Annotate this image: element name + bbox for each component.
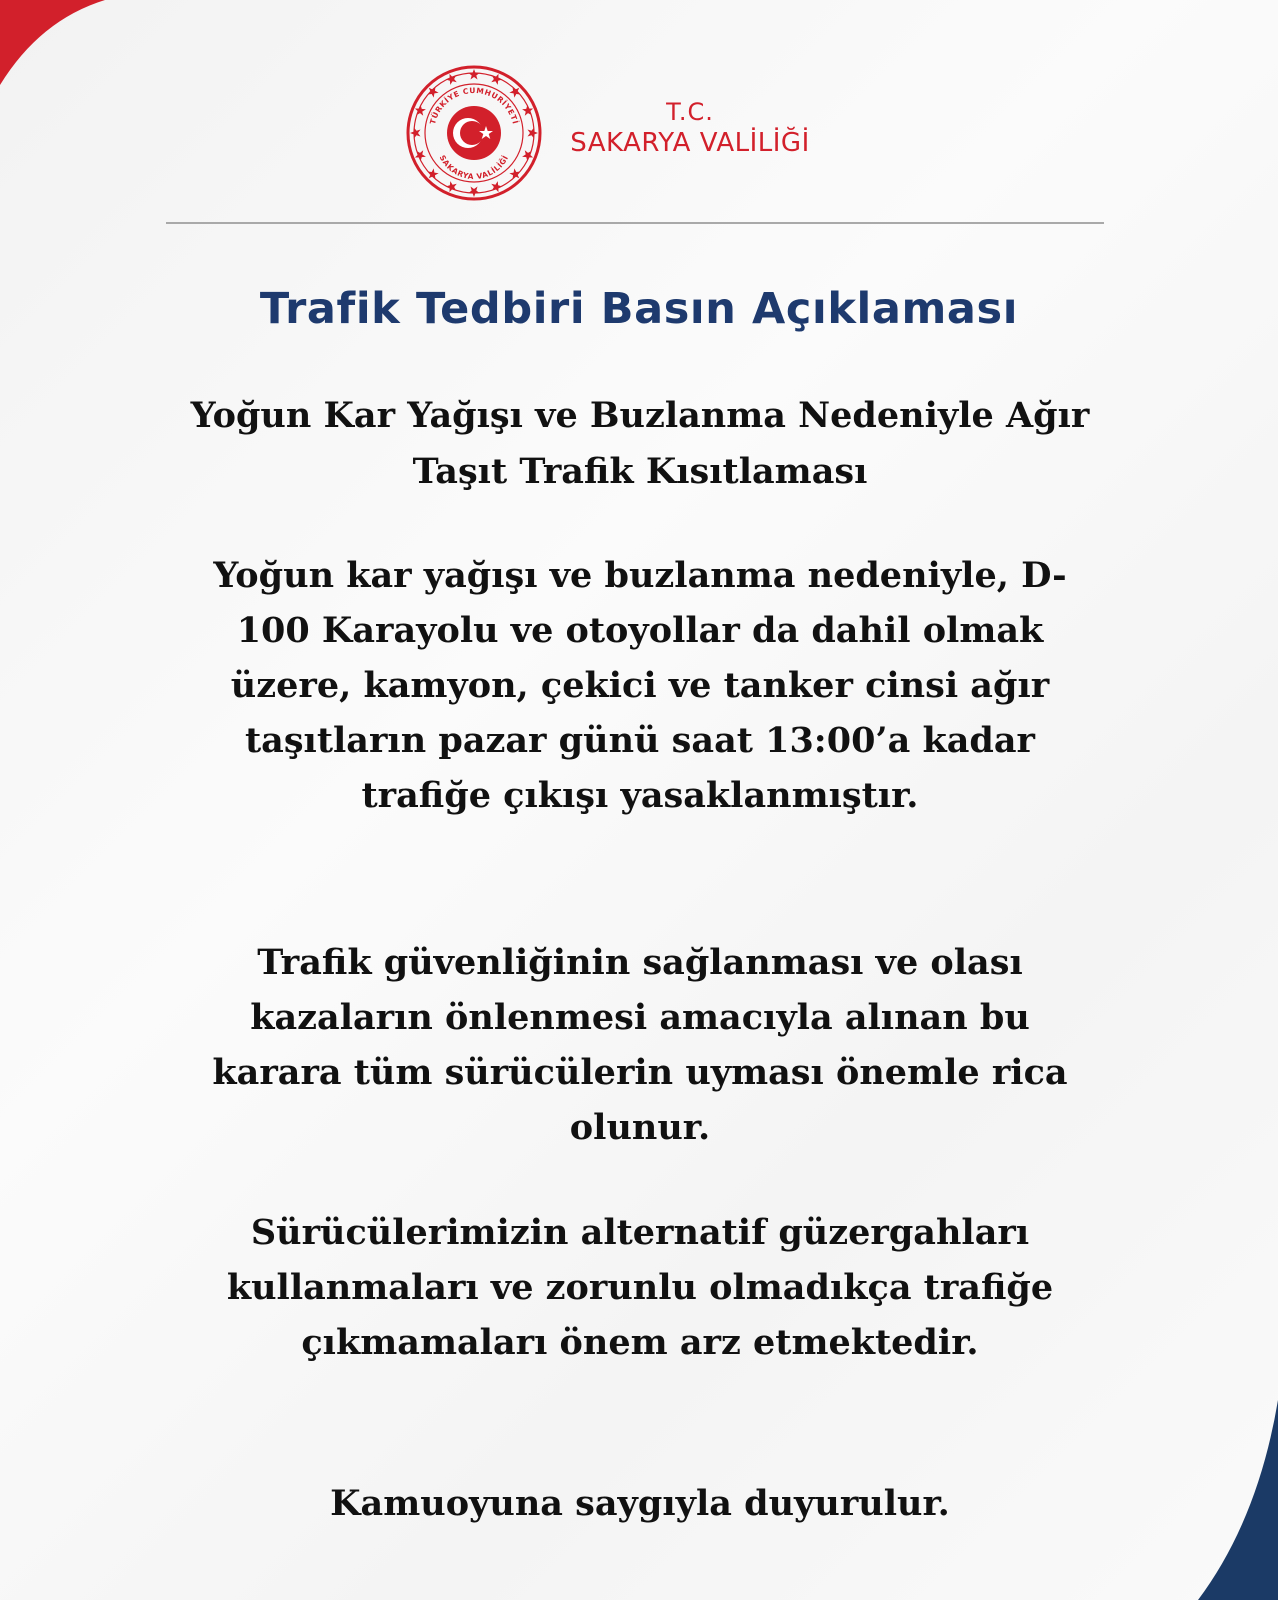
header-divider <box>166 222 1104 224</box>
state-seal-icon <box>404 63 544 203</box>
document-title: Trafik Tedbiri Basın Açıklaması <box>259 284 1019 334</box>
paragraph-safety: Trafik güvenliğinin sağlanması ve olası kazaların önlenmesi amacıyla alınan bu karara tüm sürücülerin uyması önemle rica olunur. <box>212 942 1068 1148</box>
paragraph-restriction: Yoğun kar yağışı ve buzlanma nedeniyle, D-100 Karayolu ve otoyollar da dahil olmak üzere, kamyon, çekici ve tanker cinsi ağır taşıtların pazar günü saat 13:00’a kadar trafiğe çıkışı yasaklanmıştır. <box>213 555 1067 816</box>
letterhead <box>0 55 1278 215</box>
document-subtitle: Yoğun Kar Yağışı ve Buzlanma Nedeniyle Ağır Taşıt Trafik Kısıtlaması <box>190 395 1090 492</box>
org-line-tc: T.C. <box>666 98 714 126</box>
seal-text-top: TÜRKİYE CUMHURİYETİ <box>428 85 520 126</box>
navy-corner-decoration <box>1198 1400 1278 1600</box>
org-line-governorship: SAKARYA VALİLİĞİ <box>570 128 810 158</box>
seal-text-bottom: SAKARYA VALİLİĞİ <box>437 153 511 182</box>
closing-line: Kamuoyuna saygıyla duyurulur. <box>330 1483 950 1524</box>
paragraph-alternative-routes: Sürücülerimizin alternatif güzergahları kullanmaları ve zorunlu olmadıkça trafiğe çıkmamaları önem arz etmektedir. <box>226 1212 1054 1363</box>
organization-name <box>560 97 820 159</box>
